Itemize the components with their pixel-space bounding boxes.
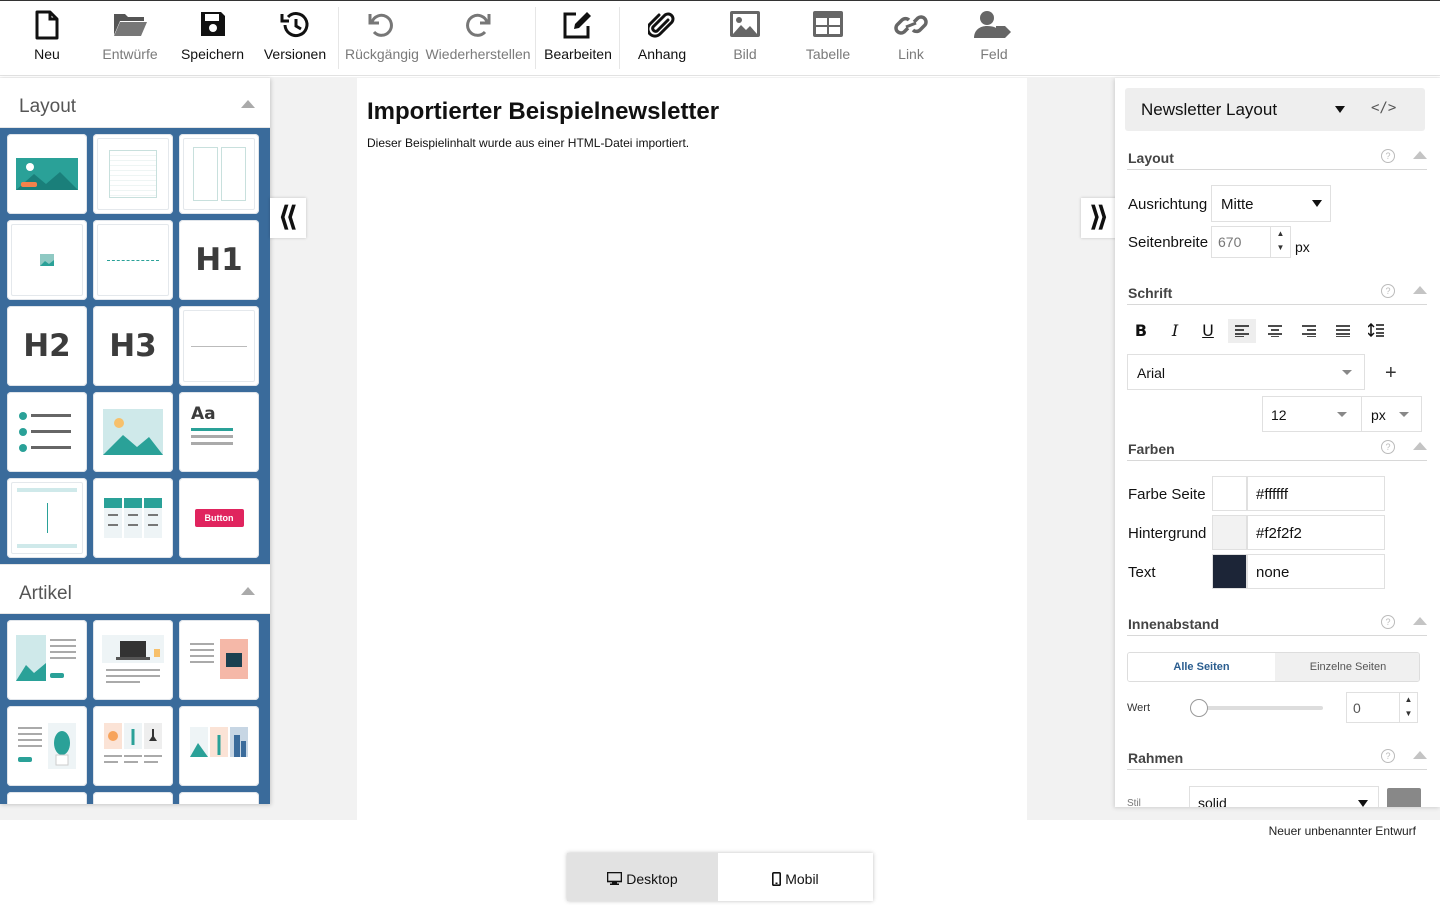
help-icon[interactable]: ? <box>1381 149 1395 163</box>
new-button[interactable]: Neu <box>22 7 72 69</box>
article-more-1[interactable] <box>7 792 87 804</box>
align-justify-icon[interactable] <box>1329 319 1357 343</box>
toolbar-separator <box>619 7 620 69</box>
section-layout[interactable]: Layout ? <box>1127 148 1427 170</box>
hero-image-icon <box>16 158 78 190</box>
padding-mode-tabs <box>1127 652 1420 682</box>
page-width-input[interactable]: 670 ▲ ▼ <box>1211 226 1291 258</box>
properties-panel: Newsletter Layout </> Layout ? Ausrichtung Mitte Seitenbreite 670 ▲ ▼ px Schrift ? B I U Arial + 12 px Farben ? Farbe Seite #ffffff Hintergrund #f2f2f2 Text none Innenabstand ? Alle Seiten Einzelne Seiten Wert 0 ▲ ▼ Rahmen ? Stil solid <box>1115 78 1440 807</box>
toolbar <box>0 0 1440 76</box>
field-button[interactable]: Feld <box>972 7 1016 69</box>
attachment-button[interactable]: Anhang <box>630 7 694 69</box>
article-blocks-grid <box>0 614 270 804</box>
block-heading-3[interactable]: H3 <box>93 306 173 386</box>
spacer-icon <box>97 224 169 296</box>
article-chair-icon <box>188 635 250 685</box>
font-family-select[interactable]: Arial <box>1127 354 1365 390</box>
article-city[interactable] <box>179 706 259 786</box>
article-three-images-icon <box>102 721 164 771</box>
landscape-image-icon <box>103 409 163 455</box>
background-color-label: Hintergrund <box>1128 525 1207 542</box>
one-column-icon <box>97 138 169 210</box>
chevron-down-icon <box>1335 106 1345 113</box>
article-three-images[interactable] <box>93 706 173 786</box>
collapse-section-icon[interactable] <box>1413 617 1427 625</box>
background-color-swatch[interactable] <box>1212 515 1247 550</box>
padding-value-input[interactable]: 0 ▲ ▼ <box>1346 692 1418 723</box>
user-tag-icon <box>972 7 1016 43</box>
articles-section-header[interactable] <box>0 564 270 614</box>
double-chevron-right-icon: ⟫ <box>1088 200 1110 233</box>
page-color-label: Farbe Seite <box>1128 486 1206 503</box>
alignment-select[interactable]: Mitte <box>1211 185 1331 222</box>
collapse-articles-icon[interactable] <box>241 587 255 595</box>
article-city-icon <box>188 721 250 771</box>
line-height-icon[interactable] <box>1362 318 1390 342</box>
article-plant-icon <box>16 721 78 771</box>
double-chevron-left-icon: ⟪ <box>277 200 299 233</box>
bold-icon[interactable]: B <box>1134 321 1148 340</box>
padding-slider-track[interactable] <box>1195 706 1323 710</box>
article-plant[interactable] <box>7 706 87 786</box>
block-spacer-line[interactable] <box>93 220 173 300</box>
image-placeholder-icon <box>11 224 83 296</box>
draft-status: Neuer unbenannter Entwurf <box>1268 824 1416 838</box>
monitor-icon <box>607 871 622 887</box>
button-block-icon: Button <box>195 509 244 527</box>
block-hero-image[interactable] <box>7 134 87 214</box>
chevron-down-icon <box>1342 370 1352 375</box>
table-icon <box>800 7 856 43</box>
toolbar-separator <box>338 7 339 69</box>
tab-desktop[interactable]: Desktop <box>567 853 718 901</box>
section-padding[interactable]: Innenabstand ? <box>1127 614 1427 636</box>
block-two-columns[interactable] <box>179 134 259 214</box>
divider-icon <box>183 310 255 382</box>
block-heading-1[interactable]: H1 <box>179 220 259 300</box>
block-checklist[interactable] <box>7 392 87 472</box>
drafts-button[interactable]: Entwürfe <box>100 7 160 69</box>
newsletter-paragraph[interactable]: Dieser Beispielinhalt wurde aus einer HTML-Datei importiert. <box>367 136 690 150</box>
block-table[interactable] <box>93 478 173 558</box>
help-icon[interactable]: ? <box>1381 284 1395 298</box>
paperclip-icon <box>630 7 694 43</box>
device-tabs <box>567 853 873 901</box>
collapse-left-panel-button[interactable] <box>270 198 306 238</box>
collapse-right-panel-button[interactable] <box>1081 198 1117 238</box>
undo-button[interactable]: Rückgängig <box>345 7 417 69</box>
chevron-down-icon <box>1399 412 1409 417</box>
section-border[interactable]: Rahmen ? <box>1127 748 1427 770</box>
help-icon[interactable]: ? <box>1381 615 1395 629</box>
padding-slider-handle[interactable] <box>1190 699 1208 717</box>
table-block-icon <box>104 498 162 538</box>
vertical-spacer-icon <box>11 482 83 554</box>
folder-icon <box>100 7 160 43</box>
alignment-label: Ausrichtung <box>1128 196 1208 213</box>
page-color-input[interactable]: #ffffff <box>1247 476 1385 511</box>
border-style-label: Stil <box>1127 798 1141 807</box>
align-center-icon[interactable] <box>1261 319 1289 343</box>
stepper-arrows-icon[interactable]: ▲ ▼ <box>1270 227 1290 257</box>
redo-button[interactable]: Wiederherstellen <box>424 7 532 69</box>
block-button[interactable] <box>179 478 259 558</box>
border-style-select[interactable]: solid <box>1189 786 1379 807</box>
font-unit-select[interactable]: px <box>1361 396 1422 432</box>
articles-section-title: Artikel <box>19 583 72 604</box>
padding-value-label: Wert <box>1127 702 1151 714</box>
article-image-left[interactable] <box>7 620 87 700</box>
two-columns-icon <box>183 138 255 210</box>
stepper-arrows-icon[interactable]: ▲ ▼ <box>1399 693 1417 722</box>
redo-icon <box>424 7 532 43</box>
block-vertical-spacer[interactable] <box>7 478 87 558</box>
image-icon <box>720 7 770 43</box>
save-disk-icon <box>180 7 245 43</box>
link-icon <box>890 7 932 43</box>
chevron-down-icon <box>1358 800 1368 807</box>
block-one-column[interactable] <box>93 134 173 214</box>
layout-section-title: Layout <box>19 96 77 117</box>
block-image-large[interactable] <box>93 392 173 472</box>
section-colors[interactable]: Farben ? <box>1127 439 1427 461</box>
collapse-section-icon[interactable] <box>1413 751 1427 759</box>
checklist-icon <box>17 410 77 454</box>
text-color-label: Text <box>1128 564 1156 581</box>
article-chair[interactable] <box>179 620 259 700</box>
edit-button[interactable]: Bearbeiten <box>542 7 614 69</box>
italic-icon[interactable]: I <box>1171 321 1179 340</box>
image-button[interactable]: Bild <box>720 7 770 69</box>
block-heading-2[interactable]: H2 <box>7 306 87 386</box>
add-font-icon[interactable]: + <box>1385 362 1397 384</box>
help-icon[interactable]: ? <box>1381 440 1395 454</box>
history-icon <box>262 7 328 43</box>
collapse-layout-icon[interactable] <box>241 100 255 108</box>
help-icon[interactable]: ? <box>1381 749 1395 763</box>
mobile-phone-icon <box>772 871 781 887</box>
table-button[interactable]: Tabelle <box>800 7 856 69</box>
tab-all-sides[interactable]: Alle Seiten <box>1128 653 1275 681</box>
text-block-icon: Aa <box>191 404 233 445</box>
collapse-section-icon[interactable] <box>1413 442 1427 450</box>
tab-mobile[interactable]: Mobil <box>718 853 873 901</box>
article-laptop[interactable] <box>93 620 173 700</box>
blocks-panel <box>0 78 270 804</box>
undo-icon <box>345 7 417 43</box>
block-image[interactable] <box>7 220 87 300</box>
background-color-input[interactable]: #f2f2f2 <box>1247 515 1385 550</box>
chevron-down-icon <box>1312 200 1322 207</box>
font-size-select[interactable]: 12 <box>1262 396 1362 432</box>
newsletter-heading[interactable]: Importierter Beispielnewsletter <box>367 98 720 125</box>
block-text[interactable] <box>179 392 259 472</box>
page-color-swatch[interactable] <box>1212 476 1247 511</box>
collapse-section-icon[interactable] <box>1413 151 1427 159</box>
block-divider[interactable] <box>179 306 259 386</box>
layout-selector[interactable]: Newsletter Layout </> <box>1125 88 1425 131</box>
article-landscape-icon <box>16 635 78 685</box>
versions-button[interactable]: Versionen <box>262 7 328 69</box>
new-document-icon <box>22 7 72 43</box>
chevron-down-icon <box>1337 412 1347 417</box>
text-color-swatch[interactable] <box>1212 554 1247 589</box>
link-button[interactable]: Link <box>890 7 932 69</box>
code-view-icon[interactable]: </> <box>1371 100 1397 116</box>
article-more-2[interactable] <box>93 792 173 804</box>
align-right-icon[interactable] <box>1295 319 1323 343</box>
article-more-3[interactable] <box>179 792 259 804</box>
page-width-label: Seitenbreite <box>1128 234 1209 251</box>
layout-blocks-grid <box>0 128 270 564</box>
align-left-icon[interactable] <box>1228 319 1256 343</box>
layout-section-header[interactable] <box>0 78 270 128</box>
toolbar-separator <box>535 7 536 69</box>
collapse-section-icon[interactable] <box>1413 286 1427 294</box>
edit-pencil-icon <box>542 7 614 43</box>
tab-single-sides[interactable]: Einzelne Seiten <box>1275 653 1420 681</box>
border-color-swatch[interactable] <box>1387 788 1421 807</box>
text-color-input[interactable]: none <box>1247 554 1385 589</box>
section-font[interactable]: Schrift ? <box>1127 283 1427 305</box>
newsletter-canvas[interactable] <box>357 78 1027 820</box>
underline-icon[interactable]: U <box>1202 321 1214 340</box>
article-laptop-icon <box>102 635 164 685</box>
save-button[interactable]: Speichern <box>180 7 245 69</box>
